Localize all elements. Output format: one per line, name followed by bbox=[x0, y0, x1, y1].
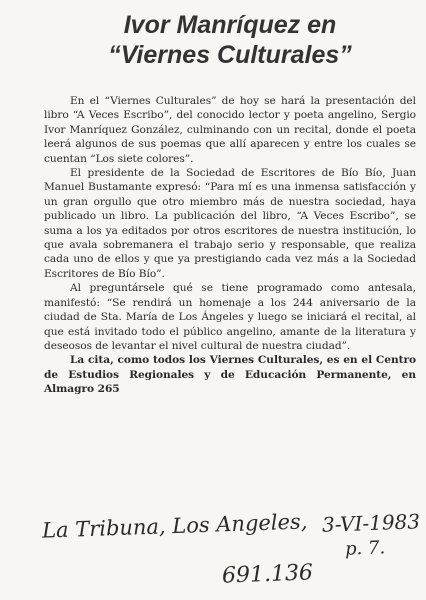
handwritten-source: La Tribuna, Los Angeles, bbox=[41, 509, 308, 543]
handwritten-initials: p. 7. bbox=[344, 537, 386, 560]
article-paragraph: Al preguntársele qué se tiene programado como antesala, manifestó: “Se rendirá un homenaje a los 244 aniversario de la ciudad de Sta. María de Los Ángeles y luego se iniciará el recital, al que está invitado todo el público angelino, amante de la literatura y deseosos de levantar el nivel cultural de nuestra ciudad”. bbox=[44, 282, 416, 352]
handwritten-catalog-number: 691.136 bbox=[221, 560, 314, 589]
article-paragraph: En el “Viernes Culturales” de hoy se hará la presentación del libro “A Veces Escribo”, del conocido lector y poeta angelino, Sergio Ivor Manríquez González, culminando con un recital, donde el poeta leerá algunos de sus poemas que allí aparecen y entre los cuales se cuentan “Los siete colores”. bbox=[44, 95, 416, 165]
article-paragraph: La cita, como todos los Viernes Culturales, es en el Centro de Estudios Regionales y de Educación Permanente, en Almagro 265 bbox=[44, 354, 416, 396]
article-paragraph: El presidente de la Sociedad de Escritores de Bío Bío, Juan Manuel Bustamante expresó: “Para mí es una inmensa satisfacción y un gran orgullo que otro miembro más de nuestra sociedad, haya publicado un libro. La publicación del libro, “A Veces Escribo”, se suma a los ya editados por otros escritores de nuestra institución, lo que avala sobremanera el trabajo serio y responsable, que realiza cada uno de ellos y que ya prestigiando cada vez más a la Sociedad Escritores de Bío Bío”. bbox=[44, 167, 416, 280]
handwritten-date: 3-VI-1983 bbox=[321, 509, 421, 537]
headline-line-1: Ivor Manríquez en bbox=[123, 11, 337, 39]
headline bbox=[60, 10, 400, 70]
headline-line-2: “Viernes Culturales” bbox=[108, 41, 352, 69]
article-body bbox=[44, 94, 416, 397]
